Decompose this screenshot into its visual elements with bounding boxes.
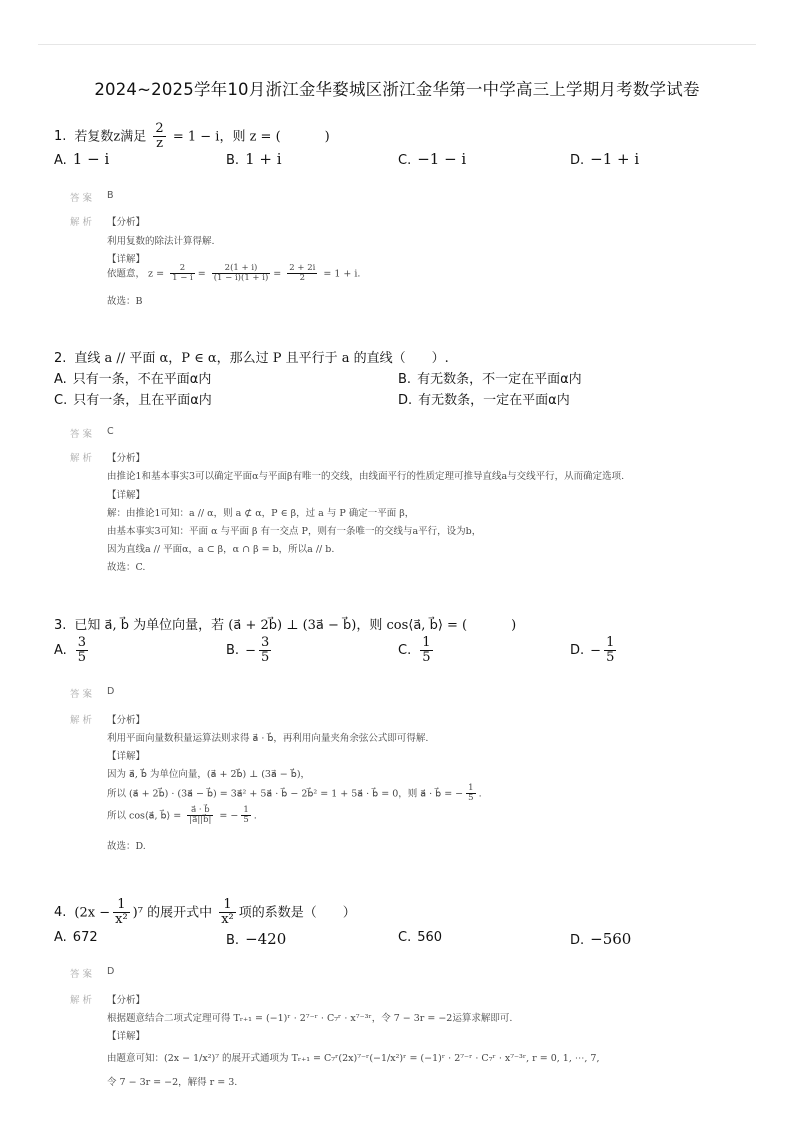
analysis-line: 【详解】 <box>107 1031 146 1042</box>
answer-value: B <box>107 190 114 201</box>
option-d: D. 有无数条，一定在平面α内 <box>398 393 570 408</box>
question-number: 2. <box>54 351 67 366</box>
option-a: A. 只有一条，不在平面α内 <box>54 372 212 387</box>
analysis-line: 【详解】 <box>107 490 146 501</box>
option-a: A. $\frac{3}{5}$ <box>54 635 87 666</box>
analysis-line: 令 7 − 3r = −2，解得 r = 3. <box>107 1077 238 1088</box>
analysis-line: 【分析】 <box>107 715 146 726</box>
analysis-tag: 解析 <box>70 715 96 726</box>
option-d: D. −560 <box>570 930 632 948</box>
option-c: C. 560 <box>398 930 443 945</box>
analysis-line: 由题意可知：(2x − 1/x²)⁷ 的展开式通项为 Tᵣ₊₁ = C₇ʳ(2x)⁷⁻ʳ(−1/x²)ʳ = (−1)ʳ · 2⁷⁻ʳ · C₇ʳ · x⁷⁻³ʳ, r = 0, 1, ⋯, 7, <box>107 1053 600 1064</box>
question-3-stem: 3. 已知 a⃗, b⃗ 为单位向量，若 (a⃗ + 2b⃗) ⊥ (3a⃗ − b⃗)，则 cos⟨a⃗, b⃗⟩ = ( ) <box>54 618 517 633</box>
option-b: B. − $\frac{3}{5}$ <box>226 635 270 666</box>
analysis-line: 解：由推论1可知：a // α，则 a ⊄ α，P ∈ β，过 a 与 P 确定一平面 β， <box>107 508 415 519</box>
analysis-line: 【分析】 <box>107 995 146 1006</box>
detail-formula: 依题意， z = $\frac{2}{1 - i}$ = $\frac{2(1 + i)}{(1 - i)(1 + i)}$ = $\frac{2 + 2i}{2}$ = 1 + i. <box>107 263 361 284</box>
option-d: D. −1 + i <box>570 150 640 168</box>
question-number: 4. <box>54 905 67 921</box>
analysis-line: 因为 a⃗, b⃗ 为单位向量，(a⃗ + 2b⃗) ⊥ (3a⃗ − b⃗)， <box>107 769 311 780</box>
analysis-line: 故选：B <box>107 296 143 307</box>
answer-tag: 答案 <box>70 429 96 440</box>
option-a: A. 1 − i <box>54 150 110 168</box>
option-c: C. 只有一条，且在平面α内 <box>54 393 212 408</box>
analysis-line: 故选：D. <box>107 841 146 852</box>
analysis-tag: 解析 <box>70 995 96 1006</box>
analysis-line: 根据题意结合二项式定理可得 Tᵣ₊₁ = (−1)ʳ · 2⁷⁻ʳ · C₇ʳ · x⁷⁻³ʳ，令 7 − 3r = −2运算求解即可. <box>107 1013 513 1024</box>
question-2-stem: 2. 直线 a // 平面 α，P ∈ α，那么过 P 且平行于 a 的直线（ ）. <box>54 351 449 366</box>
answer-value: C <box>107 426 114 437</box>
analysis-tag: 解析 <box>70 217 96 228</box>
question-number: 1. <box>54 129 67 145</box>
answer-tag: 答案 <box>70 969 96 980</box>
analysis-line: 因为直线a // 平面α，a ⊂ β，α ∩ β = b，所以a // b. <box>107 544 335 555</box>
analysis-line: 【详解】 <box>107 751 146 762</box>
analysis-line: 利用平面向量数积量运算法则求得 a⃗ · b⃗，再利用向量夹角余弦公式即可得解. <box>107 733 429 744</box>
analysis-tag: 解析 <box>70 453 96 464</box>
page-title: 2024~2025学年10月浙江金华婺城区浙江金华第一中学高三上学期月考数学试卷 <box>94 80 700 99</box>
analysis-line: 利用复数的除法计算得解. <box>107 236 215 247</box>
answer-value: D <box>107 686 115 697</box>
analysis-line: 由基本事实3可知：平面 α 与平面 β 有一交点 P，则有一条唯一的交线与a平行，设为b， <box>107 526 482 537</box>
analysis-line: 【详解】 <box>107 254 146 265</box>
option-b: B. 有无数条，不一定在平面α内 <box>398 372 582 387</box>
top-divider <box>38 44 756 45</box>
analysis-line: 由推论1和基本事实3可以确定平面α与平面β有唯一的交线，由线面平行的性质定理可推导直线a与交线平行，从而确定选项. <box>107 471 625 482</box>
analysis-line: 【分析】 <box>107 453 146 464</box>
question-1-stem: 1. 若复数z满足 $\frac{2}{z}$ = 1 − i，则 z = ( ) <box>54 121 330 152</box>
option-c: C. $\frac{1}{5}$ <box>398 635 431 666</box>
option-b: B. −420 <box>226 930 287 948</box>
option-d: D. − $\frac{1}{5}$ <box>570 635 615 666</box>
question-4-stem: 4. (2x − $\frac{1}{\text{x²}}$ )⁷ 的展开式中 $\frac{1}{\text{x²}}$ 项的系数是（ ） <box>54 897 356 928</box>
analysis-line: 故选：C. <box>107 562 146 573</box>
analysis-line: 【分析】 <box>107 217 146 228</box>
option-b: B. 1 + i <box>226 150 282 168</box>
question-number: 3. <box>54 618 67 633</box>
answer-tag: 答案 <box>70 193 96 204</box>
option-a: A. 672 <box>54 930 98 945</box>
analysis-formula: 所以 (a⃗ + 2b⃗) · (3a⃗ − b⃗) = 3a⃗² + 5a⃗ · b⃗ − 2b⃗² = 1 + 5a⃗ · b⃗ = 0，则 a⃗ · b⃗ = − $\frac{1}{5}$ . <box>107 783 482 804</box>
fraction: $\frac{2}{z}$ <box>155 121 164 152</box>
analysis-formula: 所以 cos⟨a⃗, b⃗⟩ = $\frac{a⃗ \cdot b⃗}{|a⃗||b⃗|}$ = − $\frac{1}{5}$ . <box>107 805 257 826</box>
answer-tag: 答案 <box>70 689 96 700</box>
option-c: C. −1 − i <box>398 150 467 168</box>
answer-value: D <box>107 966 115 977</box>
